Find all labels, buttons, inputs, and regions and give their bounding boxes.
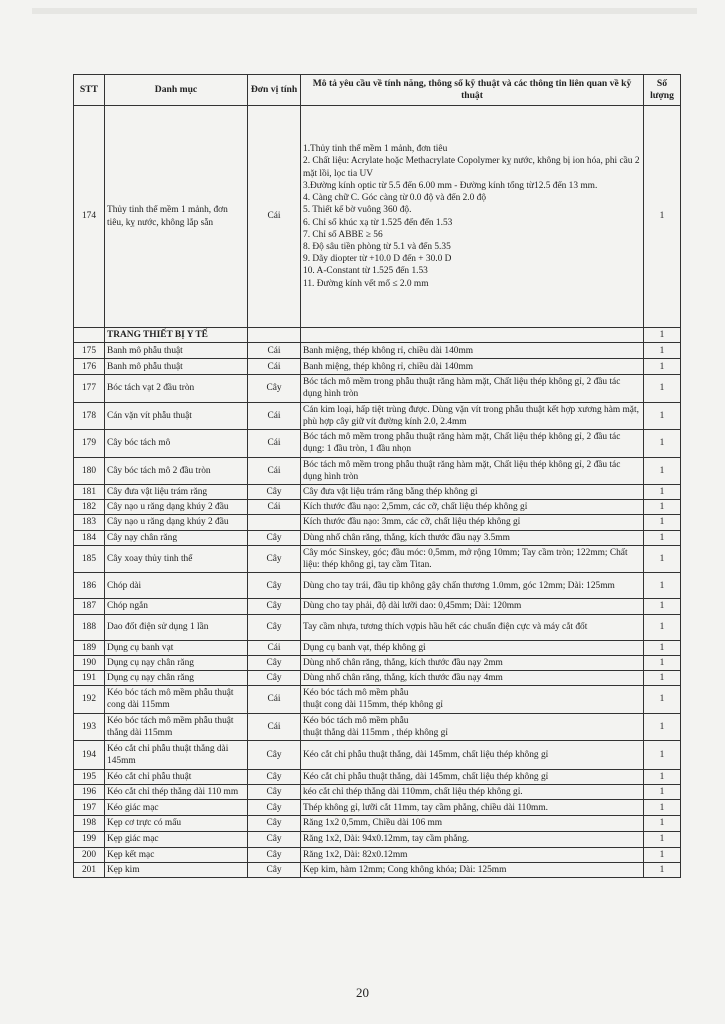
row-description: Dùng nhổ chân răng, thẳng, kích thước đầu nạy 4mm — [301, 670, 644, 685]
table-row — [74, 770, 681, 785]
row-stt: 191 — [74, 670, 105, 685]
row-quantity: 1 — [644, 655, 681, 670]
row-stt: 185 — [74, 545, 105, 572]
row-stt: 196 — [74, 785, 105, 800]
row-stt: 193 — [74, 713, 105, 740]
row-description: Răng 1x2 0,5mm, Chiều dài 106 mm — [301, 816, 644, 831]
row-description: Dùng nhổ chân răng, thẳng, kích thước đầu nạy 3.5mm — [301, 530, 644, 545]
table-row — [74, 599, 681, 614]
row-description: Kéo bóc tách mô mềm phẫu thuật cong dài 115mm, thép không gỉ — [301, 686, 644, 713]
row-stt: 198 — [74, 816, 105, 831]
row-description: Bóc tách mô mềm trong phẫu thuật răng hàm mặt, Chất liệu thép không gỉ, 2 đầu tác dụng: 1 đầu tròn, 1 đầu nhọn — [301, 430, 644, 457]
row-description: Kích thước đầu nạo: 2,5mm, các cỡ, chất liệu thép không gỉ — [301, 500, 644, 515]
row-name: Kéo bóc tách mô mềm phẫu thuật thẳng dài 115mm — [105, 713, 248, 740]
row-quantity: 1 — [644, 106, 681, 328]
row-name: Cây bóc tách mô — [105, 430, 248, 457]
row-quantity: 1 — [644, 573, 681, 599]
row-name: Cây xoay thủy tinh thể — [105, 545, 248, 572]
table-row — [74, 106, 681, 328]
row-description: Cán kim loại, hấp tiệt trùng được. Dùng vặn vít trong phẫu thuật kết hợp xương hàm mặt, phù hợp cây giữ vít đường kính 2.0, 2.4mm — [301, 402, 644, 429]
row-description: Dụng cụ banh vạt, thép không gỉ — [301, 640, 644, 655]
table-row — [74, 785, 681, 800]
row-description: Dùng cho tay trái, đầu tip không gây chấn thương 1.0mm, góc 12mm; Dài: 125mm — [301, 573, 644, 599]
row-unit: Cây — [248, 599, 301, 614]
row-unit: Cái — [248, 359, 301, 375]
row-stt: 184 — [74, 530, 105, 545]
row-quantity: 1 — [644, 375, 681, 402]
row-unit: Cái — [248, 713, 301, 740]
row-unit: Cây — [248, 573, 301, 599]
row-name: Kẹp cơ trực có mấu — [105, 816, 248, 831]
header-description: Mô tả yêu cầu về tính năng, thông số kỹ thuật và các thông tin liên quan về kỹ thuật — [301, 75, 644, 106]
row-name: Dao đốt điện sử dụng 1 lần — [105, 614, 248, 640]
row-name: TRANG THIẾT BỊ Y TẾ — [105, 328, 248, 343]
row-quantity: 1 — [644, 713, 681, 740]
row-stt: 176 — [74, 359, 105, 375]
table-row — [74, 800, 681, 816]
row-name: Chóp dài — [105, 573, 248, 599]
row-description: kéo cắt chỉ thép thẳng dài 110mm, chất liệu thép không gỉ. — [301, 785, 644, 800]
row-stt: 177 — [74, 375, 105, 402]
table-row — [74, 614, 681, 640]
row-quantity: 1 — [644, 328, 681, 343]
table-row — [74, 375, 681, 402]
row-quantity: 1 — [644, 770, 681, 785]
row-quantity: 1 — [644, 545, 681, 572]
row-quantity: 1 — [644, 670, 681, 685]
row-description: Dùng nhổ chân răng, thẳng, kích thước đầu nạy 2mm — [301, 655, 644, 670]
row-quantity: 1 — [644, 847, 681, 862]
table-row — [74, 359, 681, 375]
row-stt: 197 — [74, 800, 105, 816]
row-description: Kéo bóc tách mô mềm phẫu thuật thẳng dài 115mm , thép không gỉ — [301, 713, 644, 740]
row-stt: 195 — [74, 770, 105, 785]
header-quantity: Số lượng — [644, 75, 681, 106]
table-row — [74, 670, 681, 685]
row-quantity: 1 — [644, 785, 681, 800]
row-unit — [248, 515, 301, 530]
row-description — [301, 328, 644, 343]
table-row — [74, 831, 681, 847]
row-description: Bóc tách mô mềm trong phẫu thuật răng hàm mặt, Chất liệu thép không gỉ, 2 đầu tác dụng hình tròn — [301, 457, 644, 484]
row-unit: Cây — [248, 785, 301, 800]
row-name: Kéo cắt chỉ phẫu thuật thẳng dài 145mm — [105, 741, 248, 770]
row-name: Cán vặn vít phẫu thuật — [105, 402, 248, 429]
row-name: Kẹp kim — [105, 862, 248, 877]
row-name: Dụng cụ nạy chân răng — [105, 670, 248, 685]
row-stt: 181 — [74, 484, 105, 499]
row-quantity: 1 — [644, 862, 681, 877]
row-description: Thép không gỉ, lưỡi cắt 11mm, tay cầm phẳng, chiều dài 110mm. — [301, 800, 644, 816]
row-unit: Cây — [248, 800, 301, 816]
header-name: Danh mục — [105, 75, 248, 106]
row-name: Kẹp kết mạc — [105, 847, 248, 862]
row-unit: Cây — [248, 847, 301, 862]
row-name: Dụng cụ banh vạt — [105, 640, 248, 655]
section-row — [74, 328, 681, 343]
row-name: Chóp ngắn — [105, 599, 248, 614]
row-stt: 199 — [74, 831, 105, 847]
row-name: Cây bóc tách mô 2 đầu tròn — [105, 457, 248, 484]
page-number: 20 — [356, 985, 369, 1000]
row-unit: Cây — [248, 530, 301, 545]
row-unit: Cây — [248, 670, 301, 685]
table-row — [74, 430, 681, 457]
row-quantity: 1 — [644, 500, 681, 515]
row-quantity: 1 — [644, 484, 681, 499]
row-quantity: 1 — [644, 640, 681, 655]
table-row — [74, 655, 681, 670]
row-stt: 188 — [74, 614, 105, 640]
row-stt: 190 — [74, 655, 105, 670]
row-unit: Cái — [248, 402, 301, 429]
row-description: 1.Thủy tinh thể mềm 1 mảnh, đơn tiêu 2. Chất liệu: Acrylate hoặc Methacrylate Copolymer kỵ nước, không bị ion hóa, phi cầu 2 mặt lồi, lọc tia UV 3.Đường kính optic từ 5.5 đến 6.00 mm - Đường kính tổng từ12.5 đến 13 mm. 4. Càng chữ C. Góc càng từ 0.0 độ và đến 2.0 độ 5. Thiết kế bờ vuông 360 độ. 6. Chỉ số khúc xạ từ 1.525 đến đến 1.53 7. Chỉ số ABBE ≥ 56 8. Độ sâu tiền phòng từ 5.1 và đến 5.35 9. Dãy diopter từ +10.0 D đến + 30.0 D 10. A-Constant từ 1.525 đến 1.53 11. Đường kính vết mổ ≤ 2.0 mm — [301, 106, 644, 328]
row-name: Dụng cụ nạy chân răng — [105, 655, 248, 670]
row-quantity: 1 — [644, 816, 681, 831]
row-unit: Cây — [248, 655, 301, 670]
row-unit: Cái — [248, 500, 301, 515]
row-quantity: 1 — [644, 831, 681, 847]
row-stt: 194 — [74, 741, 105, 770]
row-unit: Cái — [248, 457, 301, 484]
table-row — [74, 741, 681, 770]
row-name: Kéo giác mạc — [105, 800, 248, 816]
header-unit: Đơn vị tính — [248, 75, 301, 106]
row-quantity: 1 — [644, 530, 681, 545]
row-name: Cây nạy chân răng — [105, 530, 248, 545]
row-description: Banh miệng, thép không rỉ, chiều dài 140mm — [301, 359, 644, 375]
row-unit: Cây — [248, 545, 301, 572]
row-description: Kéo cắt chỉ phẫu thuật thẳng, dài 145mm, chất liệu thép không gỉ — [301, 741, 644, 770]
row-quantity: 1 — [644, 402, 681, 429]
table-row — [74, 515, 681, 530]
row-unit: Cây — [248, 484, 301, 499]
table-row — [74, 545, 681, 572]
row-description: Dùng cho tay phải, độ dài lưỡi dao: 0,45mm; Dài: 120mm — [301, 599, 644, 614]
row-description: Cây móc Sinskey, góc; đầu móc: 0,5mm, mở rộng 10mm; Tay cầm tròn; 122mm; Chất liệu: thép không gỉ, tay cầm Titan. — [301, 545, 644, 572]
row-quantity: 1 — [644, 515, 681, 530]
row-quantity: 1 — [644, 614, 681, 640]
table-row — [74, 713, 681, 740]
table-row — [74, 402, 681, 429]
row-description: Cây đưa vật liệu trám răng bằng thép không gỉ — [301, 484, 644, 499]
table-row — [74, 816, 681, 831]
row-stt: 180 — [74, 457, 105, 484]
row-stt: 192 — [74, 686, 105, 713]
row-stt: 201 — [74, 862, 105, 877]
row-description: Kéo cắt chỉ phẫu thuật thẳng, dài 145mm, chất liệu thép không gỉ — [301, 770, 644, 785]
table-row — [74, 500, 681, 515]
row-quantity: 1 — [644, 741, 681, 770]
row-quantity: 1 — [644, 457, 681, 484]
row-quantity: 1 — [644, 343, 681, 359]
row-unit: Cây — [248, 375, 301, 402]
equipment-spec-table — [73, 74, 681, 878]
row-unit: Cây — [248, 741, 301, 770]
row-name: Thủy tinh thể mềm 1 mảnh, đơn tiêu, kỵ nước, không lắp sẵn — [105, 106, 248, 328]
table-row — [74, 862, 681, 877]
row-unit: Cây — [248, 862, 301, 877]
header-stt: STT — [74, 75, 105, 106]
row-stt: 186 — [74, 573, 105, 599]
table-row — [74, 457, 681, 484]
row-description: Kích thước đầu nạo: 3mm, các cỡ, chất liệu thép không gỉ — [301, 515, 644, 530]
table-row — [74, 484, 681, 499]
table-body — [74, 106, 681, 878]
row-unit: Cái — [248, 106, 301, 328]
row-stt: 174 — [74, 106, 105, 328]
table-row — [74, 640, 681, 655]
row-unit: Cây — [248, 831, 301, 847]
row-stt: 187 — [74, 599, 105, 614]
table-row — [74, 343, 681, 359]
table-row — [74, 573, 681, 599]
row-unit: Cái — [248, 343, 301, 359]
row-name: Banh mô phẫu thuật — [105, 343, 248, 359]
table-header-row — [74, 75, 681, 106]
row-description: Răng 1x2, Dài: 94x0.12mm, tay cầm phẳng. — [301, 831, 644, 847]
row-name: Bóc tách vạt 2 đầu tròn — [105, 375, 248, 402]
row-unit — [248, 328, 301, 343]
row-name: Cây nạo u răng dạng khúy 2 đầu — [105, 515, 248, 530]
row-quantity: 1 — [644, 359, 681, 375]
row-quantity: 1 — [644, 686, 681, 713]
row-quantity: 1 — [644, 599, 681, 614]
row-description: Banh miệng, thép không rỉ, chiều dài 140mm — [301, 343, 644, 359]
row-unit: Cái — [248, 640, 301, 655]
row-description: Kẹp kim, hàm 12mm; Cong không khóa; Dài: 125mm — [301, 862, 644, 877]
row-name: Kẹp giác mạc — [105, 831, 248, 847]
row-unit: Cây — [248, 816, 301, 831]
row-unit: Cây — [248, 614, 301, 640]
row-stt: 189 — [74, 640, 105, 655]
row-description: Bóc tách mô mềm trong phẫu thuật răng hàm mặt, Chất liệu thép không gỉ, 2 đầu tác dụng hình tròn — [301, 375, 644, 402]
row-stt: 175 — [74, 343, 105, 359]
row-stt — [74, 328, 105, 343]
row-unit: Cây — [248, 770, 301, 785]
row-stt: 178 — [74, 402, 105, 429]
page-top-edge — [32, 8, 697, 14]
row-quantity: 1 — [644, 800, 681, 816]
row-name: Kéo cắt chỉ thép thẳng dài 110 mm — [105, 785, 248, 800]
row-name: Kéo bóc tách mô mềm phẫu thuật cong dài 115mm — [105, 686, 248, 713]
row-stt: 182 — [74, 500, 105, 515]
row-stt: 200 — [74, 847, 105, 862]
row-unit: Cái — [248, 686, 301, 713]
row-name: Kéo cắt chỉ phẫu thuật — [105, 770, 248, 785]
row-stt: 179 — [74, 430, 105, 457]
row-name: Banh mô phẫu thuật — [105, 359, 248, 375]
row-unit: Cái — [248, 430, 301, 457]
row-quantity: 1 — [644, 430, 681, 457]
row-description: Tay cầm nhựa, tương thích vợpis hầu hết các chuẩn điện cực và máy cắt đốt — [301, 614, 644, 640]
row-name: Cây đưa vật liệu trám răng — [105, 484, 248, 499]
row-name: Cây nạo u răng dạng khúy 2 đầu — [105, 500, 248, 515]
table-row — [74, 686, 681, 713]
table-row — [74, 530, 681, 545]
row-description: Răng 1x2, Dài: 82x0.12mm — [301, 847, 644, 862]
row-stt: 183 — [74, 515, 105, 530]
table-row — [74, 847, 681, 862]
